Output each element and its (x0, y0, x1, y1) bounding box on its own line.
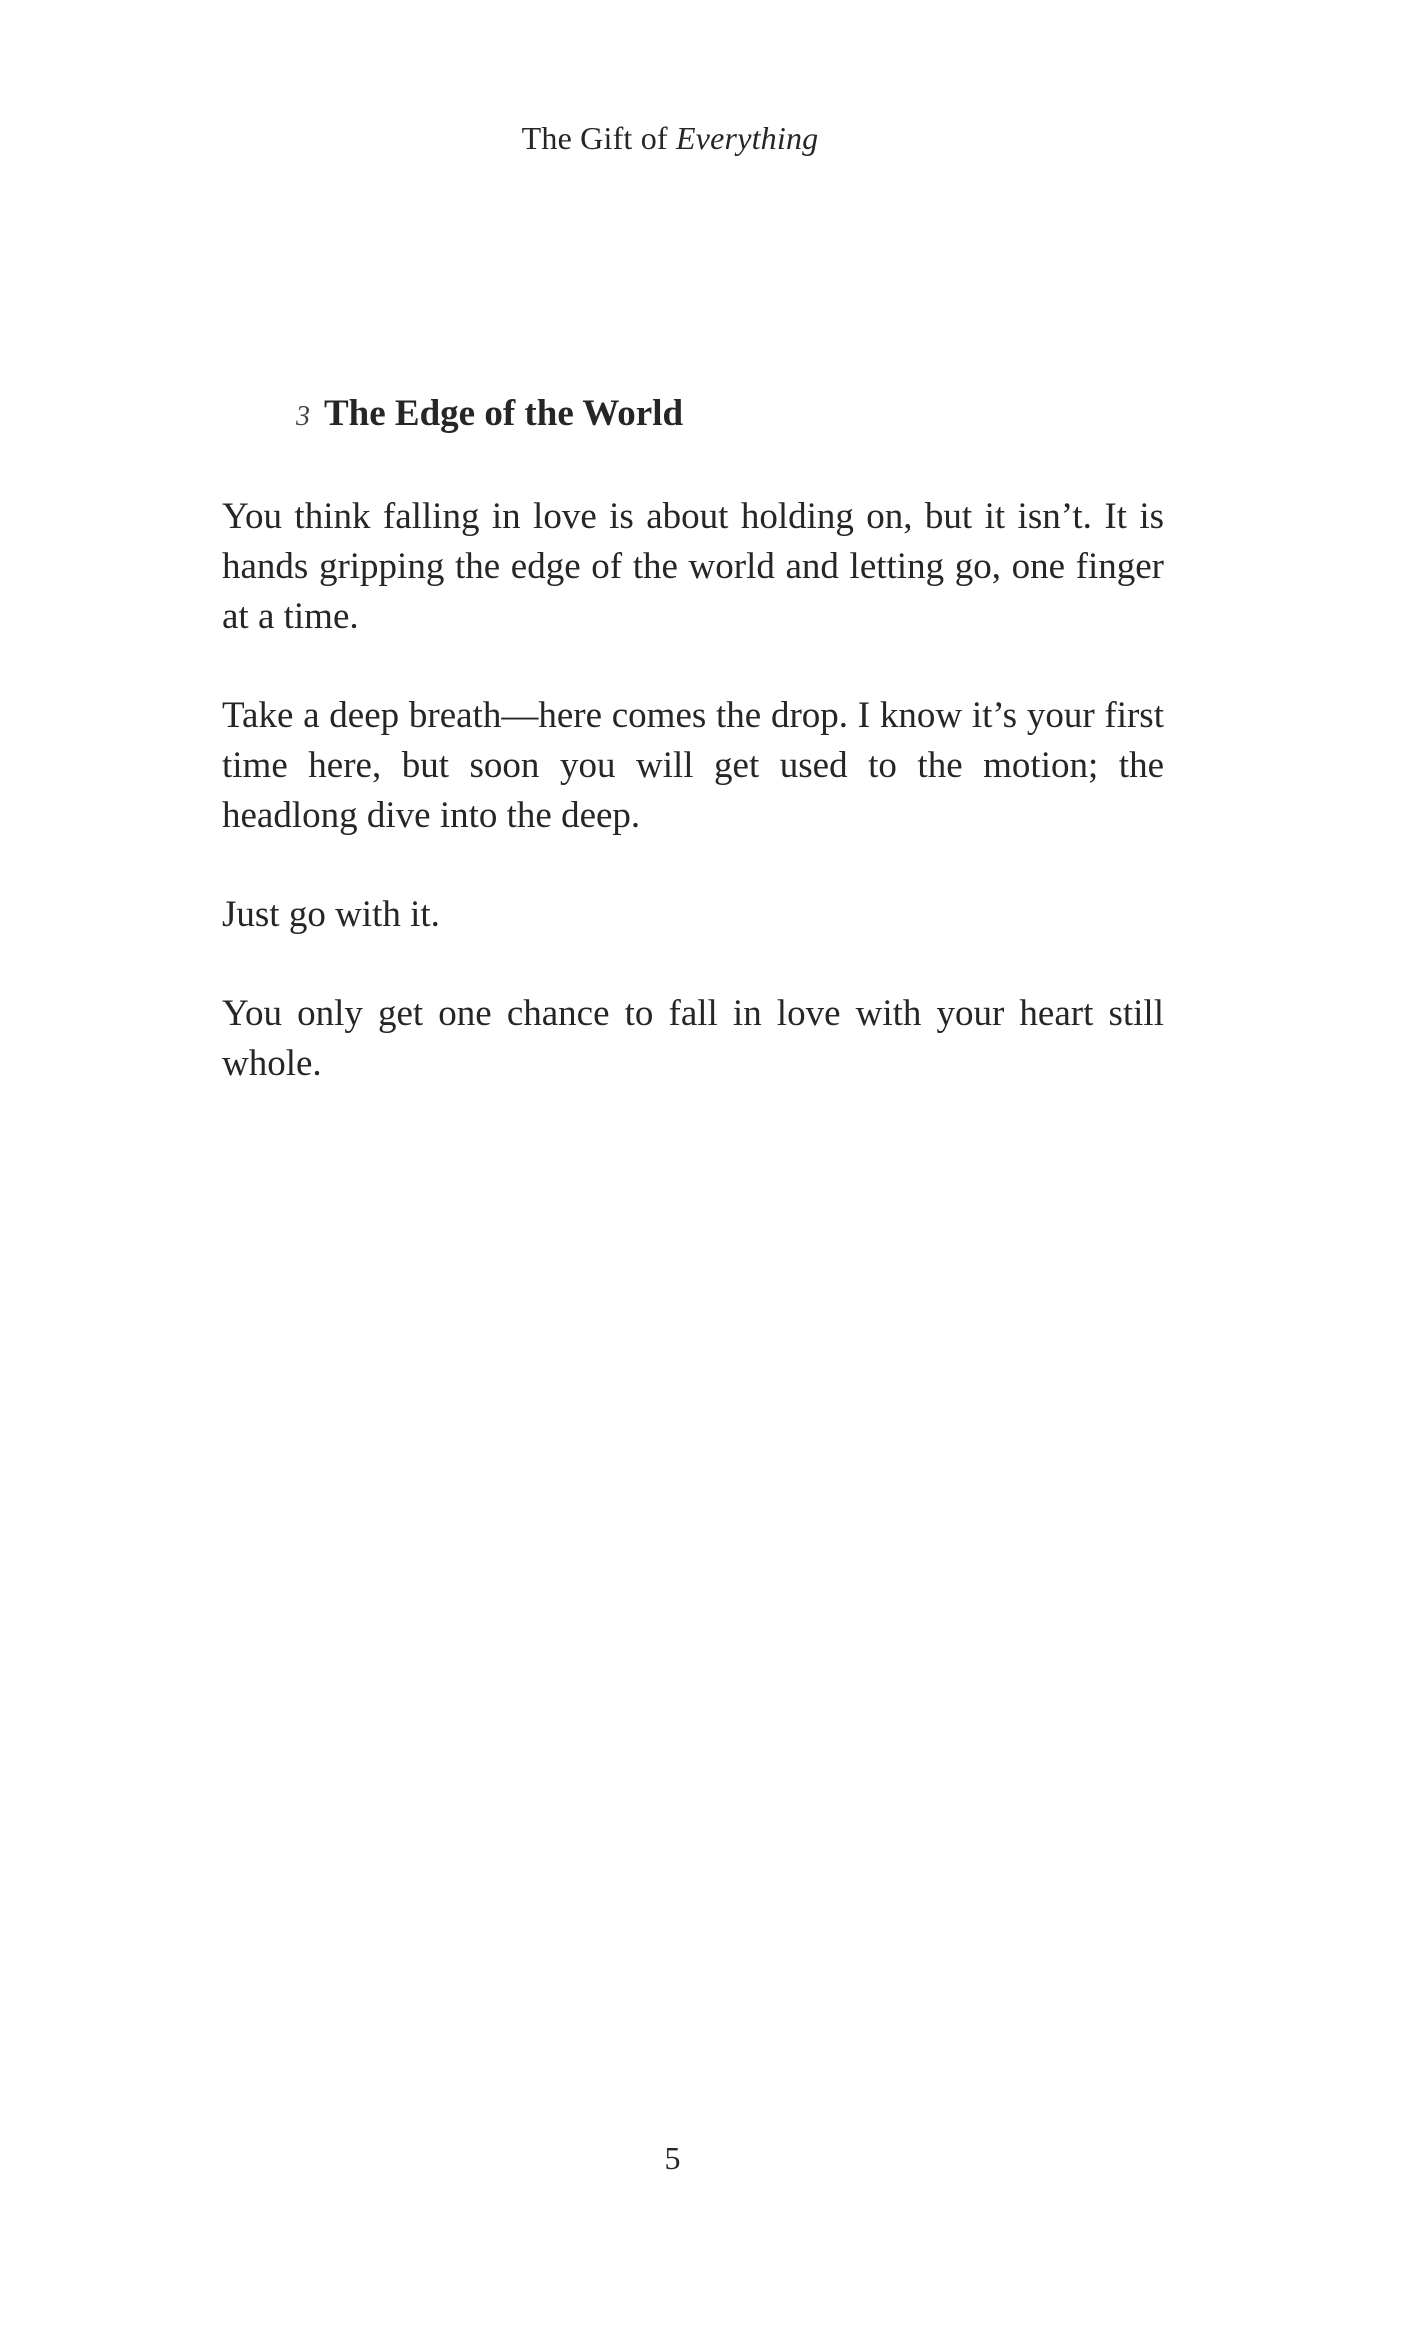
paragraph: Take a deep breath—here comes the drop. I know it’s your first time here, but soon you will get used to the motion; the headlong dive into the deep. (222, 695, 1164, 836)
chapter-heading (296, 392, 683, 435)
chapter-title: The Edge of the World (324, 393, 684, 434)
paragraph: You only get one chance to fall in love with your heart still whole. (222, 993, 1164, 1084)
running-head-title-italic: Everything (675, 120, 819, 156)
running-head (0, 120, 1340, 157)
running-head-title: The Gift of (521, 120, 676, 156)
paragraph: Just go with it. (222, 894, 440, 935)
poem-body (222, 492, 1164, 1138)
page-number: 5 (664, 2140, 681, 2176)
paragraph: You think falling in love is about holding on, but it isn’t. It is hands gripping the edge of the world and letting go, one finger at a time. (222, 496, 1164, 637)
chapter-number: 3 (296, 401, 310, 432)
